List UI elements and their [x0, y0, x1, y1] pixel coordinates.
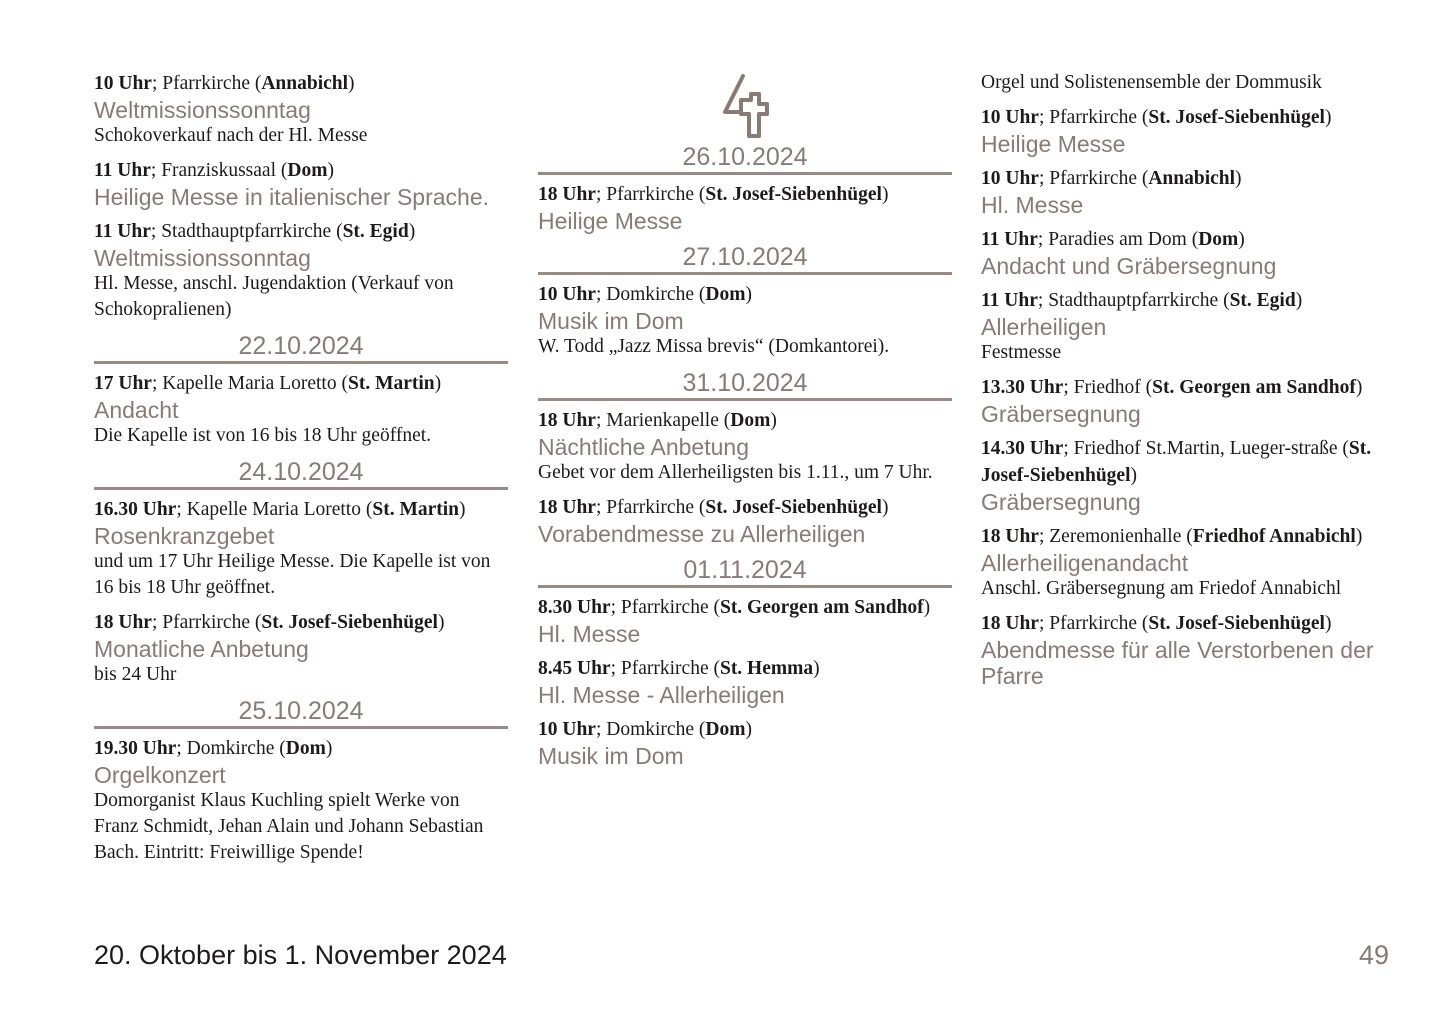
- event-item: [538, 281, 952, 360]
- event-time: 13.30 Uhr: [981, 377, 1064, 398]
- event-place: Friedhof St.Martin, Lueger-straße: [1073, 438, 1343, 459]
- event-title: Hl. Messe: [981, 192, 1084, 218]
- event-item: [538, 181, 952, 234]
- event-place: Stadthauptpfarrkirche: [1048, 290, 1224, 311]
- event-note: und um 17 Uhr Heilige Messe. Die Kapelle ist von 16 bis 18 Uhr geöffnet.: [94, 551, 491, 598]
- event-parish: St. Martin: [372, 499, 460, 520]
- event-time: 10 Uhr: [94, 73, 152, 94]
- event-meta: 16.30 Uhr; Kapelle Maria Loretto (St. Martin): [94, 499, 466, 520]
- event-item: [94, 609, 508, 688]
- event-place: Kapelle Maria Loretto: [186, 499, 366, 520]
- event-parish: Dom: [285, 738, 326, 759]
- four-cross-logo-icon: [715, 70, 775, 142]
- event-place: Pfarrkirche: [620, 658, 714, 679]
- event-title: Rosenkranzgebet: [94, 523, 275, 549]
- event-item: [981, 435, 1395, 515]
- event-item: [981, 610, 1395, 689]
- footer-date-range: 20. Oktober bis 1. November 2024: [94, 940, 507, 970]
- event-place: Kapelle Maria Loretto: [162, 373, 342, 394]
- event-title: Allerheiligen: [981, 314, 1107, 340]
- event-title: Heilige Messe in italienischer Sprache.: [94, 184, 490, 210]
- event-title: Heilige Messe: [538, 208, 683, 234]
- event-parish: St. Josef-Siebenhügel: [981, 438, 1372, 486]
- event-parish: Dom: [705, 719, 746, 740]
- event-place: Pfarrkirche: [1049, 613, 1142, 634]
- event-title: Andacht: [94, 397, 179, 423]
- event-time: 11 Uhr: [94, 160, 151, 181]
- event-time: 18 Uhr: [981, 526, 1039, 547]
- event-meta: 10 Uhr; Domkirche (Dom): [538, 284, 752, 305]
- event-meta: 10 Uhr; Domkirche (Dom): [538, 719, 752, 740]
- event-title: Hl. Messe - Allerheiligen: [538, 682, 785, 708]
- event-place: Pfarrkirche: [620, 597, 714, 618]
- event-place: Paradies am Dom: [1048, 229, 1192, 250]
- event-meta: 14.30 Uhr; Friedhof St.Martin, Lueger-straße (St. Josef-Siebenhügel): [981, 438, 1372, 486]
- event-parish: St. Josef-Siebenhügel: [1148, 613, 1325, 634]
- column-1: [94, 70, 508, 874]
- event-time: 18 Uhr: [538, 497, 596, 518]
- event-meta: 18 Uhr; Pfarrkirche (St. Josef-Siebenhügel): [538, 184, 889, 205]
- date-heading: 26.10.2024: [538, 142, 952, 175]
- event-place: Marienkapelle: [606, 410, 724, 431]
- event-time: 17 Uhr: [94, 373, 152, 394]
- event-place: Pfarrkirche: [1049, 107, 1142, 128]
- event-note: bis 24 Uhr: [94, 664, 177, 685]
- event-item: [981, 226, 1395, 279]
- event-title: Weltmissionssonntag: [94, 245, 311, 271]
- event-meta: 19.30 Uhr; Domkirche (Dom): [94, 738, 333, 759]
- event-item: [981, 523, 1395, 602]
- event-place: Domkirche: [606, 284, 699, 305]
- event-parish: St. Martin: [347, 373, 435, 394]
- event-parish: Dom: [705, 284, 746, 305]
- event-time: 18 Uhr: [981, 613, 1039, 634]
- event-time: 11 Uhr: [981, 229, 1038, 250]
- event-time: 10 Uhr: [538, 719, 596, 740]
- event-item: [94, 735, 508, 866]
- event-title: Abendmesse für alle Verstorbenen der Pfarre: [981, 637, 1374, 689]
- event-meta: 11 Uhr; Stadthauptpfarrkirche (St. Egid): [981, 290, 1303, 311]
- event-meta: 18 Uhr; Pfarrkirche (St. Josef-Siebenhügel): [94, 612, 445, 633]
- event-note: W. Todd „Jazz Missa brevis“ (Domkantorei).: [538, 336, 890, 357]
- event-title: Gräbersegnung: [981, 401, 1141, 427]
- event-meta: 13.30 Uhr; Friedhof (St. Georgen am Sandhof): [981, 377, 1363, 398]
- event-item: [981, 165, 1395, 218]
- column-2: [538, 70, 952, 777]
- event-item: [94, 218, 508, 323]
- event-item: [538, 594, 952, 647]
- event-parish: Dom: [287, 160, 328, 181]
- event-meta: 8.30 Uhr; Pfarrkirche (St. Georgen am Sandhof): [538, 597, 931, 618]
- event-title: Musik im Dom: [538, 743, 684, 769]
- event-place: Pfarrkirche: [606, 497, 699, 518]
- event-item: [538, 494, 952, 547]
- event-parish: Annabichl: [261, 73, 349, 94]
- event-place: Pfarrkirche: [162, 612, 255, 633]
- date-heading: 22.10.2024: [94, 331, 508, 364]
- event-meta: 17 Uhr; Kapelle Maria Loretto (St. Martin): [94, 373, 442, 394]
- event-time: 19.30 Uhr: [94, 738, 177, 759]
- event-time: 14.30 Uhr: [981, 438, 1064, 459]
- event-meta: 11 Uhr; Stadthauptpfarrkirche (St. Egid): [94, 221, 416, 242]
- event-parish: St. Josef-Siebenhügel: [1148, 107, 1325, 128]
- event-note: Orgel und Solistenensemble der Dommusik: [981, 72, 1322, 93]
- event-note: Festmesse: [981, 342, 1062, 363]
- page-number: 49: [1358, 940, 1389, 970]
- event-note: Die Kapelle ist von 16 bis 18 Uhr geöffnet.: [94, 425, 432, 446]
- event-meta: 11 Uhr; Paradies am Dom (Dom): [981, 229, 1245, 250]
- event-item: [94, 496, 508, 601]
- date-heading: 25.10.2024: [94, 696, 508, 729]
- event-meta: 18 Uhr; Pfarrkirche (St. Josef-Siebenhügel): [981, 613, 1332, 634]
- event-time: 18 Uhr: [94, 612, 152, 633]
- event-meta: 8.45 Uhr; Pfarrkirche (St. Hemma): [538, 658, 820, 679]
- event-parish: St. Egid: [1229, 290, 1296, 311]
- event-title: Musik im Dom: [538, 308, 684, 334]
- event-place: Friedhof: [1073, 377, 1146, 398]
- date-heading: 01.11.2024: [538, 555, 952, 588]
- event-note: Gebet vor dem Allerheiligsten bis 1.11., um 7 Uhr.: [538, 462, 933, 483]
- event-time: 10 Uhr: [538, 284, 596, 305]
- event-place: Franziskussaal: [161, 160, 281, 181]
- event-item: [981, 287, 1395, 366]
- event-meta: 18 Uhr; Pfarrkirche (St. Josef-Siebenhügel): [538, 497, 889, 518]
- event-parish: Friedhof Annabichl: [1192, 526, 1356, 547]
- event-time: 10 Uhr: [981, 168, 1039, 189]
- event-place: Zeremonienhalle: [1049, 526, 1187, 547]
- event-parish: St. Georgen am Sandhof: [1152, 377, 1356, 398]
- event-parish: St. Hemma: [719, 658, 814, 679]
- event-time: 18 Uhr: [538, 184, 596, 205]
- event-title: Heilige Messe: [981, 131, 1126, 157]
- date-heading: 27.10.2024: [538, 242, 952, 275]
- event-meta: 10 Uhr; Pfarrkirche (Annabichl): [94, 73, 355, 94]
- event-item: [981, 104, 1395, 157]
- event-item: [981, 374, 1395, 427]
- event-place: Domkirche: [606, 719, 699, 740]
- event-title: Monatliche Anbetung: [94, 636, 309, 662]
- event-item: [538, 655, 952, 708]
- event-item: [538, 407, 952, 486]
- event-time: 16.30 Uhr: [94, 499, 177, 520]
- event-place: Pfarrkirche: [606, 184, 699, 205]
- event-parish: St. Josef-Siebenhügel: [261, 612, 438, 633]
- event-parish: Annabichl: [1148, 168, 1236, 189]
- event-time: 18 Uhr: [538, 410, 596, 431]
- event-time: 11 Uhr: [981, 290, 1038, 311]
- event-title: Gräbersegnung: [981, 489, 1141, 515]
- event-meta: 10 Uhr; Pfarrkirche (St. Josef-Siebenhügel): [981, 107, 1332, 128]
- event-place: Stadthauptpfarrkirche: [161, 221, 337, 242]
- event-title: Allerheiligenandacht: [981, 550, 1189, 576]
- event-item: [94, 370, 508, 449]
- event-note: Anschl. Gräbersegnung am Friedof Annabichl: [981, 578, 1342, 599]
- event-meta: 18 Uhr; Marienkapelle (Dom): [538, 410, 777, 431]
- event-parish: St. Georgen am Sandhof: [719, 597, 924, 618]
- event-item: [538, 716, 952, 769]
- event-place: Pfarrkirche: [1049, 168, 1142, 189]
- event-meta: 18 Uhr; Zeremonienhalle (Friedhof Annabichl): [981, 526, 1363, 547]
- event-item: [94, 70, 508, 149]
- event-title: Vorabendmesse zu Allerheiligen: [538, 521, 866, 547]
- date-heading: 31.10.2024: [538, 368, 952, 401]
- event-title: Nächtliche Anbetung: [538, 434, 749, 460]
- event-parish: Dom: [730, 410, 771, 431]
- event-title: Weltmissionssonntag: [94, 97, 311, 123]
- event-parish: St. Egid: [342, 221, 409, 242]
- event-note: Schokoverkauf nach der Hl. Messe: [94, 125, 368, 146]
- event-parish: Dom: [1198, 229, 1239, 250]
- event-parish: St. Josef-Siebenhügel: [705, 497, 882, 518]
- date-heading: 24.10.2024: [94, 457, 508, 490]
- event-parish: St. Josef-Siebenhügel: [705, 184, 882, 205]
- event-note: Hl. Messe, anschl. Jugendaktion (Verkauf von Schokopralienen): [94, 273, 454, 320]
- event-time: 10 Uhr: [981, 107, 1039, 128]
- event-title: Orgelkonzert: [94, 762, 226, 788]
- event-time: 8.45 Uhr: [538, 658, 611, 679]
- event-meta: 10 Uhr; Pfarrkirche (Annabichl): [981, 168, 1242, 189]
- event-meta: 11 Uhr; Franziskussaal (Dom): [94, 160, 334, 181]
- event-time: 11 Uhr: [94, 221, 151, 242]
- event-note: Domorganist Klaus Kuchling spielt Werke von Franz Schmidt, Jehan Alain und Johann Sebastian Bach. Eintritt: Freiwillige Spende!: [94, 790, 484, 863]
- event-title: Andacht und Gräbersegnung: [981, 253, 1277, 279]
- event-title: Hl. Messe: [538, 621, 641, 647]
- event-place: Domkirche: [186, 738, 280, 759]
- event-place: Pfarrkirche: [162, 73, 255, 94]
- event-item: [94, 157, 508, 210]
- event-time: 8.30 Uhr: [538, 597, 611, 618]
- column-3: [981, 70, 1395, 697]
